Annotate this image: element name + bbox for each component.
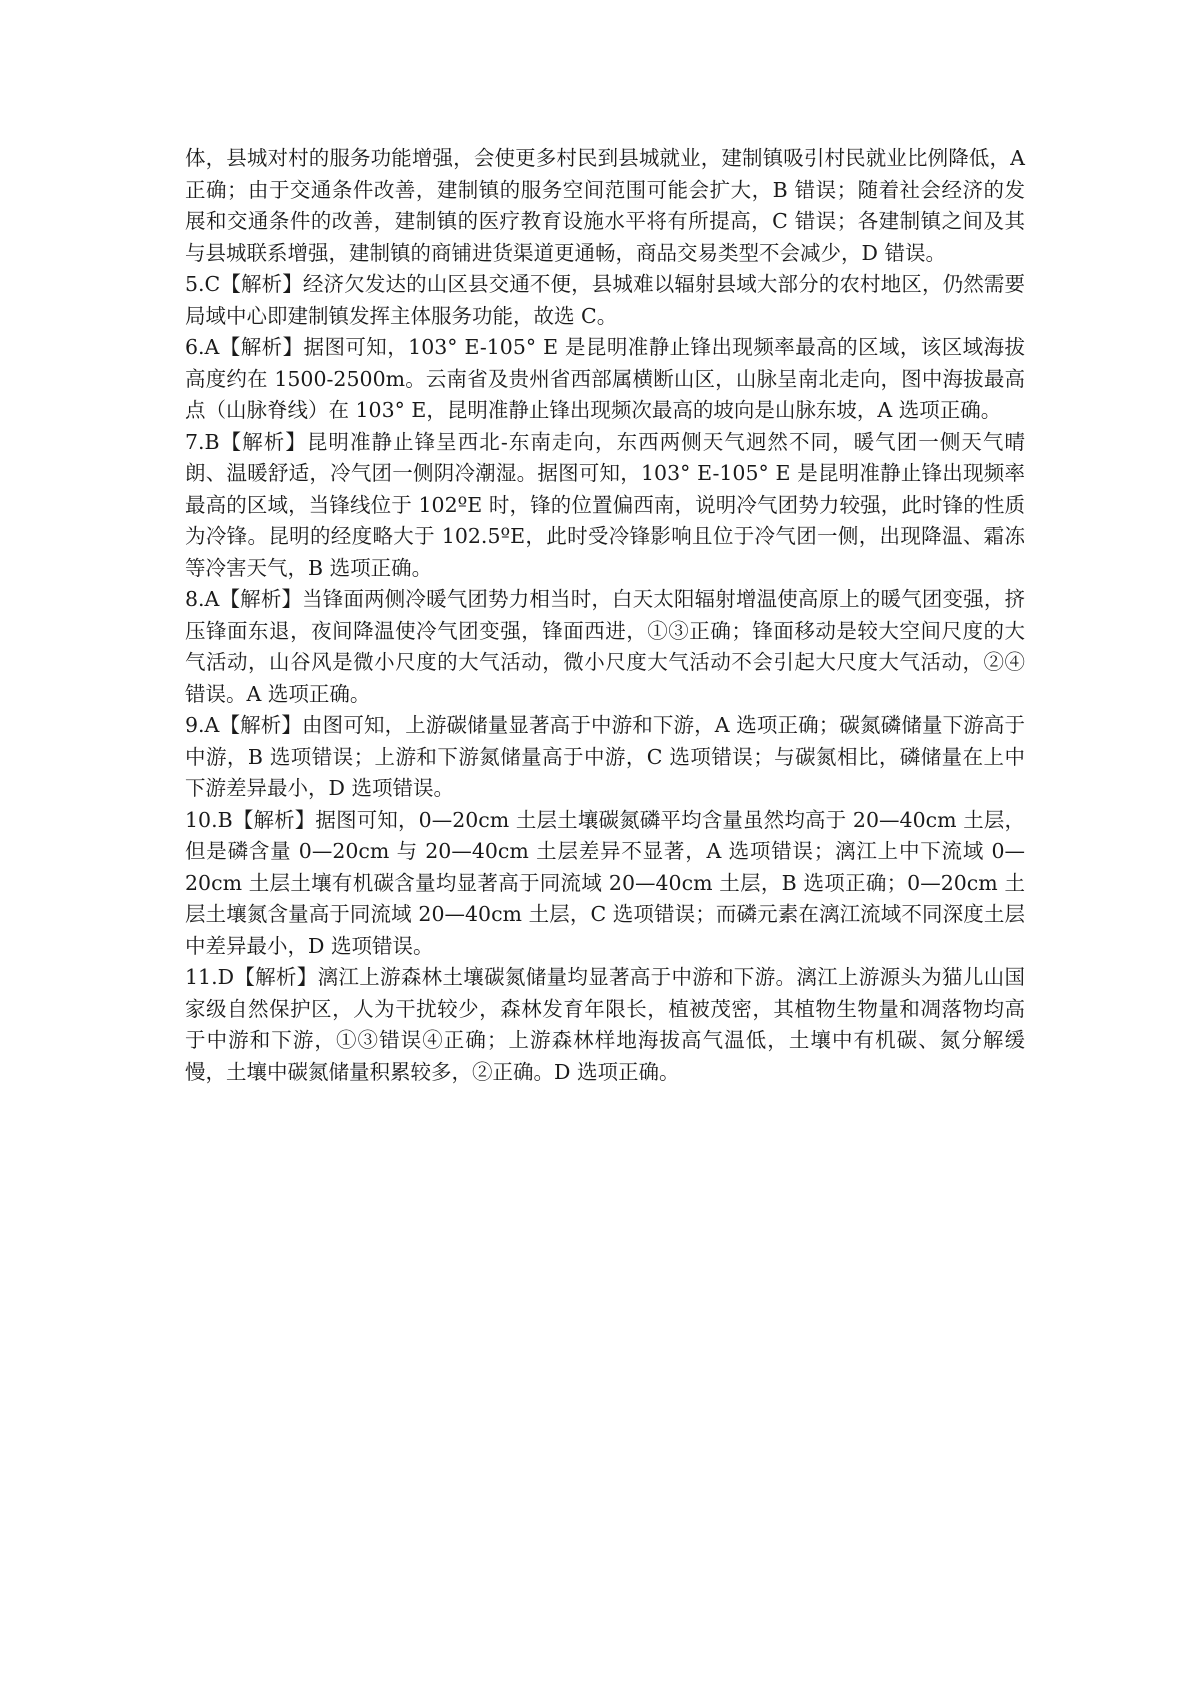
paragraph-answer-8: 8.A【解析】当锋面两侧冷暖气团势力相当时，白天太阳辐射增温使高原上的暖气团变强，挤压锋面东退，夜间降温使冷气团变强，锋面西进，①③正确；锋面移动是较大空间尺度的大气活动，山谷风是微小尺度的大气活动，微小尺度大气活动不会引起大尺度大气活动，②④错误。A 选项正确。 xyxy=(185,587,1025,706)
paragraph-answer-10: 10.B【解析】据图可知，0—20cm 土层土壤碳氮磷平均含量虽然均高于 20—40cm 土层，但是磷含量 0—20cm 与 20—40cm 土层差异不显著，A 选项错误；漓江上中下流域 0—20cm 土层土壤有机碳含量均显著高于同流域 20—40cm 土层，B 选项正确；0—20cm 土层土壤氮含量高于同流域 20—40cm 土层，C 选项错误；而磷元素在漓江流域不同深度土层中差异最小，D 选项错误。 xyxy=(185,807,1025,958)
answer-text-block xyxy=(185,143,1025,1088)
paragraph-answer-5: 5.C【解析】经济欠发达的山区县交通不便，县城难以辐射县域大部分的农村地区，仍然需要局域中心即建制镇发挥主体服务功能，故选 C。 xyxy=(185,272,1025,328)
paragraph-answer-7: 7.B【解析】昆明准静止锋呈西北-东南走向，东西两侧天气迥然不同，暖气团一侧天气晴朗、温暖舒适，冷气团一侧阴冷潮湿。据图可知，103° E-105° E 是昆明准静止锋出现频率最高的区域，当锋线位于 102ºE 时，锋的位置偏西南，说明冷气团势力较强，此时锋的性质为冷锋。昆明的经度略大于 102.5ºE，此时受冷锋影响且位于冷气团一侧，出现降温、霜冻等冷害天气，B 选项正确。 xyxy=(185,429,1025,580)
paragraph-continuation: 体，县城对村的服务功能增强，会使更多村民到县城就业，建制镇吸引村民就业比例降低，A 正确；由于交通条件改善，建制镇的服务空间范围可能会扩大，B 错误；随着社会经济的发展和交通条件的改善，建制镇的医疗教育设施水平将有所提高，C 错误；各建制镇之间及其与县城联系增强，建制镇的商铺进货渠道更通畅，商品交易类型不会减少，D 错误。 xyxy=(185,146,1025,265)
paragraph-answer-6: 6.A【解析】据图可知，103° E-105° E 是昆明准静止锋出现频率最高的区域，该区域海拔高度约在 1500-2500m。云南省及贵州省西部属横断山区，山脉呈南北走向，图中海拔最高点（山脉脊线）在 103° E，昆明准静止锋出现频次最高的坡向是山脉东坡，A 选项正确。 xyxy=(185,335,1025,422)
paragraph-answer-11: 11.D【解析】漓江上游森林土壤碳氮储量均显著高于中游和下游。漓江上游源头为猫儿山国家级自然保护区，人为干扰较少，森林发育年限长，植被茂密，其植物生物量和凋落物均高于中游和下游，①③错误④正确；上游森林样地海拔高气温低，土壤中有机碳、氮分解缓慢，土壤中碳氮储量积累较多，②正确。D 选项正确。 xyxy=(185,965,1025,1084)
paragraph-answer-9: 9.A【解析】由图可知，上游碳储量显著高于中游和下游，A 选项正确；碳氮磷储量下游高于中游，B 选项错误；上游和下游氮储量高于中游，C 选项错误；与碳氮相比，磷储量在上中下游差异最小，D 选项错误。 xyxy=(185,713,1025,800)
